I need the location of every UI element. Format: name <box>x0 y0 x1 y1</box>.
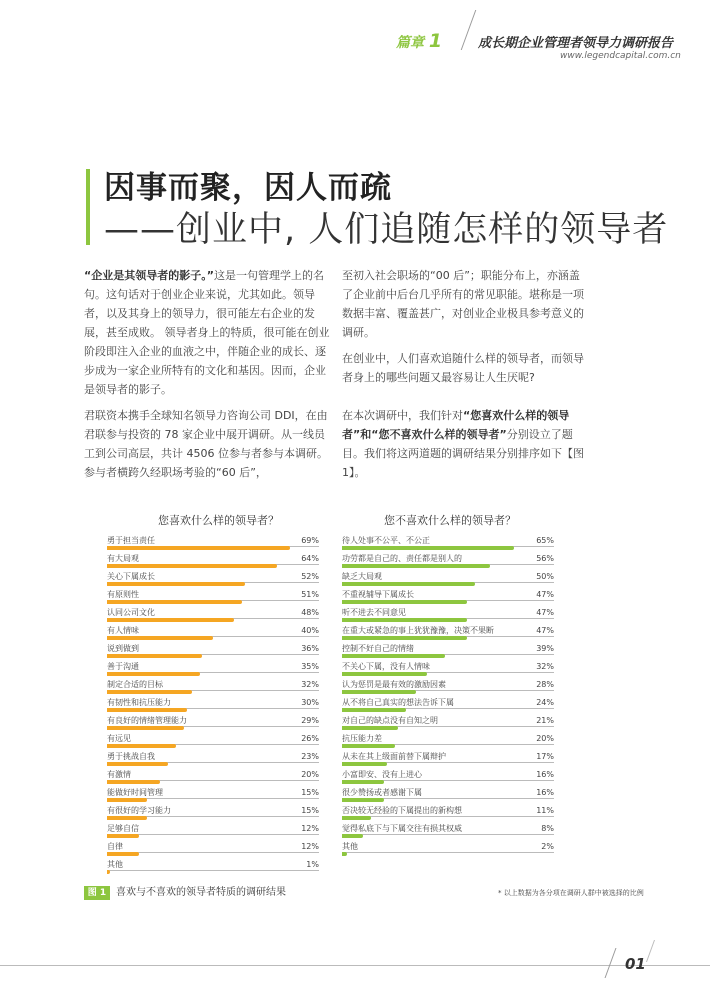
bar-label: 有大局观 <box>107 554 139 563</box>
bar <box>342 762 387 766</box>
bar-row <box>342 535 554 553</box>
bar-track <box>342 816 554 817</box>
bar-row <box>342 841 554 859</box>
bar-track <box>342 834 554 835</box>
bar-label: 否决较无经验的下属提出的新构想 <box>342 806 462 815</box>
bar <box>107 870 110 874</box>
bar-value: 56% <box>536 554 554 563</box>
bar <box>107 618 234 622</box>
bar-value: 17% <box>536 752 554 761</box>
bar-row <box>107 769 319 787</box>
bar <box>342 816 371 820</box>
bar-value: 35% <box>301 662 319 671</box>
bar-row <box>342 661 554 679</box>
bar-label: 认为惩罚是最有效的激励因素 <box>342 680 446 689</box>
bar <box>342 654 445 658</box>
paragraph-5-a: 在本次调研中，我们针对 <box>342 409 463 422</box>
bar <box>107 600 242 604</box>
bar-value: 21% <box>536 716 554 725</box>
bar-label: 从未在其上级面前替下属辩护 <box>342 752 446 761</box>
bar-value: 23% <box>301 752 319 761</box>
bar-value: 32% <box>536 662 554 671</box>
bar-label: 有人情味 <box>107 626 139 635</box>
bar-value: 24% <box>536 698 554 707</box>
figure-tag: 图 1 <box>84 886 110 900</box>
bar <box>342 672 427 676</box>
figure-note: * 以上数据为各分项在调研人群中被选择的比例 <box>498 889 644 897</box>
bar <box>107 654 202 658</box>
bar-row <box>107 679 319 697</box>
bar-label: 说到做到 <box>107 644 139 653</box>
bar-row <box>107 607 319 625</box>
bar-value: 50% <box>536 572 554 581</box>
bar <box>342 582 475 586</box>
bar-label: 能做好时间管理 <box>107 788 163 797</box>
report-title: 成长期企业管理者领导力调研报告 <box>478 36 674 51</box>
paragraph-5-d: 分别设立了题目。我们将这两道题的调研结果分别排序如下【图 1】。 <box>342 428 584 479</box>
bar-value: 64% <box>301 554 319 563</box>
bar <box>342 780 384 784</box>
bar <box>107 690 192 694</box>
bar-value: 65% <box>536 536 554 545</box>
bar <box>342 726 398 730</box>
bar <box>342 690 416 694</box>
chapter-number: 1 <box>428 30 443 52</box>
bar-value: 28% <box>536 680 554 689</box>
bar-row <box>107 823 319 841</box>
chart-like-title: 您喜欢什么样的领导者？ <box>158 514 279 527</box>
bar-label: 关心下属成长 <box>107 572 155 581</box>
bar-label: 觉得私底下与下属交往有损其权威 <box>342 824 462 833</box>
bar-value: 16% <box>536 770 554 779</box>
page-title: 因事而聚，因人而疏 <box>104 170 392 206</box>
website-url: www.legendcapital.com.cn <box>560 51 681 61</box>
bar-value: 51% <box>301 590 319 599</box>
bar-value: 48% <box>301 608 319 617</box>
bar-label: 控制不好自己的情绪 <box>342 644 414 653</box>
bar <box>107 708 187 712</box>
bar <box>342 744 395 748</box>
bar <box>107 672 200 676</box>
footer-divider <box>0 965 710 966</box>
header-divider <box>461 10 477 50</box>
bar <box>342 636 467 640</box>
bar-value: 26% <box>301 734 319 743</box>
page-subtitle: ——创业中, 人们追随怎样的领导者 <box>104 210 669 250</box>
bar-value: 47% <box>536 590 554 599</box>
bar-row <box>342 769 554 787</box>
bar <box>342 546 514 550</box>
paragraph-5-question-dislike: “您不喜欢什么样的领导者” <box>371 428 507 441</box>
bar-value: 39% <box>536 644 554 653</box>
bar-label: 很少赞扬或者感谢下属 <box>342 788 422 797</box>
bar <box>342 798 384 802</box>
bar <box>342 708 406 712</box>
footer-accent <box>646 940 655 962</box>
bar-row <box>107 787 319 805</box>
bar <box>107 852 139 856</box>
paragraph-1-text: 这是一句管理学上的名句。这句话对于创业企业来说，尤其如此。领导者，以及其身上的领导力，很可能左右企业的发展，甚至成败。 领导者身上的特质，很可能在创业阶段即注入企业的血液之中，伴随企业的成长、逐步成为一家企业所特有的文化和基因。因而，企业是领导者的影子。 <box>84 269 330 396</box>
bar-label: 制定合适的目标 <box>107 680 163 689</box>
chart-dislike <box>342 535 554 859</box>
bar-row <box>342 553 554 571</box>
bar-label: 有韧性和抗压能力 <box>107 698 171 707</box>
bar-value: 30% <box>301 698 319 707</box>
bar-row <box>342 697 554 715</box>
bar-value: 36% <box>301 644 319 653</box>
bar-row <box>107 859 319 877</box>
bar-label: 抗压能力差 <box>342 734 382 743</box>
bar-value: 11% <box>536 806 554 815</box>
paragraph-2: 君联资本携手全球知名领导力咨询公司 DDI，在由君联参与投资的 78 家企业中展开调研。从一线员工到公司高层，共计 4506 位参与者参与本调研。参与者横跨久经职场考验的“60 后”， <box>84 409 328 479</box>
bar-value: 15% <box>301 788 319 797</box>
bar <box>342 618 467 622</box>
bar <box>107 546 290 550</box>
bar-label: 小富即安、没有上进心 <box>342 770 422 779</box>
chapter-label-text: 篇章 <box>396 35 424 51</box>
bar <box>342 852 347 856</box>
bar-row <box>107 589 319 607</box>
bar-label: 自律 <box>107 842 123 851</box>
bar-row <box>107 625 319 643</box>
bar-label: 听不进去不同意见 <box>342 608 406 617</box>
bar-row <box>342 751 554 769</box>
bar-value: 1% <box>306 860 319 869</box>
bar-label: 待人处事不公平、不公正 <box>342 536 430 545</box>
bar-value: 29% <box>301 716 319 725</box>
bar-label: 其他 <box>107 860 123 869</box>
chart-dislike-title: 您不喜欢什么样的领导者？ <box>384 514 516 527</box>
bar-label: 有原则性 <box>107 590 139 599</box>
bar-value: 32% <box>301 680 319 689</box>
paragraph-3: 至初入社会职场的“00 后”；职能分布上，亦涵盖了企业前中后台几乎所有的常见职能。堪称是一项数据丰富、覆盖甚广，对创业企业极具参考意义的调研。 <box>342 269 584 339</box>
bar-label: 对自己的缺点没有自知之明 <box>342 716 438 725</box>
bar-row <box>342 625 554 643</box>
bar-track <box>107 834 319 835</box>
bar-value: 2% <box>541 842 554 851</box>
bar-label: 不重视辅导下属成长 <box>342 590 414 599</box>
bar <box>107 744 176 748</box>
page-number: 01 <box>625 955 646 973</box>
bar-row <box>342 787 554 805</box>
bar-label: 足够自信 <box>107 824 139 833</box>
bar-label: 善于沟通 <box>107 662 139 671</box>
bar-label: 不关心下属，没有人情味 <box>342 662 430 671</box>
bar <box>107 582 245 586</box>
bar-value: 15% <box>301 806 319 815</box>
bar-row <box>107 733 319 751</box>
bar-row <box>107 643 319 661</box>
bar-label: 认同公司文化 <box>107 608 155 617</box>
bar-value: 20% <box>301 770 319 779</box>
paragraph-1-quote: “企业是其领导者的影子。” <box>84 269 214 282</box>
bar-value: 12% <box>301 842 319 851</box>
bar-label: 在重大或紧急的事上犹犹豫豫，决策不果断 <box>342 626 494 635</box>
bar-row <box>342 733 554 751</box>
bar-track <box>107 852 319 853</box>
bar-row <box>107 553 319 571</box>
bar-label: 从不将自己真实的想法告诉下属 <box>342 698 454 707</box>
bar-value: 12% <box>301 824 319 833</box>
paragraph-5-question-like: “您喜欢什么样的领导者” <box>342 409 570 441</box>
chapter-label <box>396 30 442 52</box>
bar-row <box>342 643 554 661</box>
bar-label: 有良好的情绪管理能力 <box>107 716 187 725</box>
bar-label: 有远见 <box>107 734 131 743</box>
bar <box>342 834 363 838</box>
title-accent-bar <box>86 169 90 245</box>
paragraph-4: 在创业中，人们喜欢追随什么样的领导者，而领导者身上的哪些问题又最容易让人生厌呢? <box>342 352 584 384</box>
bar-row <box>107 697 319 715</box>
bar-value: 40% <box>301 626 319 635</box>
bar <box>107 564 277 568</box>
bar-label: 有很好的学习能力 <box>107 806 171 815</box>
bar-value: 69% <box>301 536 319 545</box>
bar <box>107 834 139 838</box>
bar <box>107 798 147 802</box>
paragraph-5 <box>342 406 588 482</box>
bar <box>107 762 168 766</box>
bar <box>342 564 490 568</box>
figure-caption: 喜欢与不喜欢的领导者特质的调研结果 <box>116 887 286 898</box>
bar-value: 52% <box>301 572 319 581</box>
footer-slash <box>605 948 617 978</box>
bar-value: 8% <box>541 824 554 833</box>
bar-value: 47% <box>536 608 554 617</box>
paragraph-5-and: 和 <box>360 428 372 441</box>
bar-value: 47% <box>536 626 554 635</box>
bar <box>107 726 184 730</box>
bar-row <box>107 661 319 679</box>
bar-row <box>342 805 554 823</box>
bar-row <box>342 589 554 607</box>
bar-row <box>342 823 554 841</box>
bar-row <box>107 805 319 823</box>
bar <box>107 816 147 820</box>
bar-label: 缺乏大局观 <box>342 572 382 581</box>
bar <box>342 600 467 604</box>
bar-label: 勇于担当责任 <box>107 536 155 545</box>
bar <box>107 636 213 640</box>
bar-label: 其他 <box>342 842 358 851</box>
bar-label: 勇于挑战自我 <box>107 752 155 761</box>
bar-track <box>107 870 319 871</box>
bar-row <box>107 751 319 769</box>
bar-row <box>342 607 554 625</box>
chart-like <box>107 535 319 877</box>
bar-label: 功劳都是自己的、责任都是别人的 <box>342 554 462 563</box>
bar <box>107 780 160 784</box>
bar-row <box>107 535 319 553</box>
bar-label: 有激情 <box>107 770 131 779</box>
bar-row <box>107 571 319 589</box>
bar-row <box>342 679 554 697</box>
paragraph-1 <box>84 266 330 399</box>
bar-track <box>342 852 554 853</box>
bar-row <box>107 715 319 733</box>
bar-value: 20% <box>536 734 554 743</box>
bar-row <box>342 715 554 733</box>
bar-row <box>342 571 554 589</box>
bar-row <box>107 841 319 859</box>
bar-value: 16% <box>536 788 554 797</box>
